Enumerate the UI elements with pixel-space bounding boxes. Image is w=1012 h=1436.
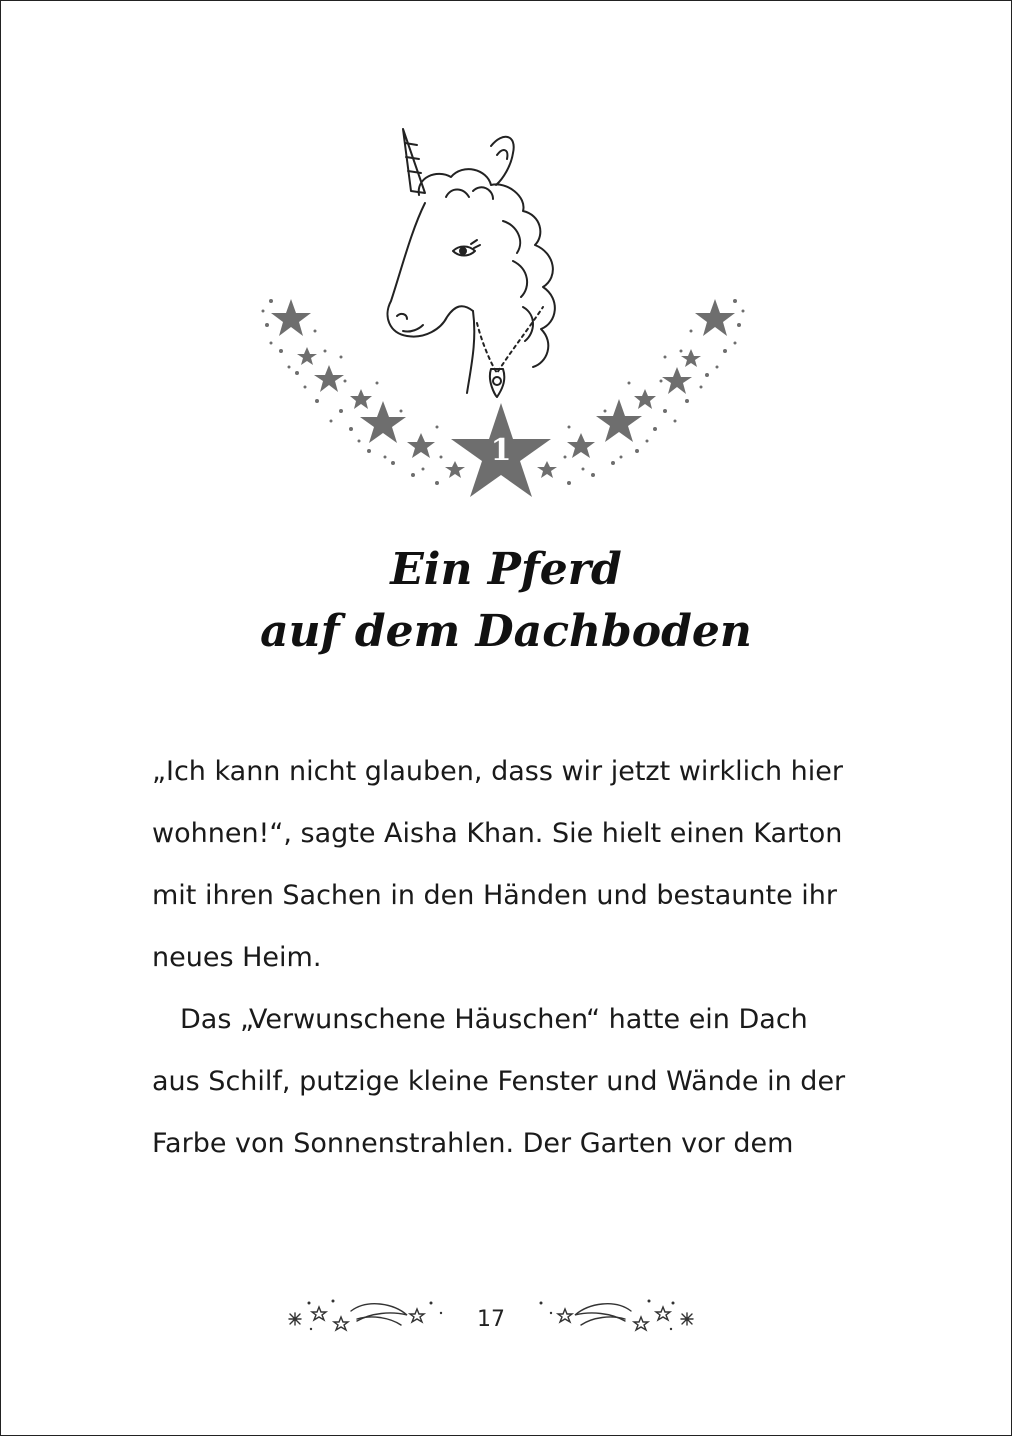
- unicorn-illustration: [241, 111, 761, 511]
- page-footer: [271, 1289, 711, 1349]
- star-icon: [407, 433, 435, 458]
- text-line: Farbe von Sonnenstrahlen. Der Garten vor dem: [152, 1128, 794, 1159]
- text-line: „Ich kann nicht glauben, dass wir jetzt wirklich hier: [152, 756, 843, 787]
- text-line: mit ihren Sachen in den Händen und bestaunte ihr: [152, 880, 838, 911]
- text-line: aus Schilf, putzige kleine Fenster und Wände in der: [152, 1066, 846, 1097]
- star-icon: [596, 399, 642, 442]
- text-line: Das „Verwunschene Häuschen“ hatte ein Dach: [180, 1004, 808, 1035]
- chapter-number: 1: [490, 433, 512, 468]
- chapter-star-icon: [451, 403, 551, 497]
- chapter-title: [1, 539, 1011, 663]
- star-icon: [445, 461, 465, 478]
- chapter-illustration: [241, 111, 761, 511]
- page-number: 17: [477, 1307, 505, 1332]
- left-star-arc: [262, 299, 466, 485]
- chapter-title-line-2: auf dem Dachboden: [260, 606, 752, 657]
- star-icon: [314, 365, 344, 392]
- star-icon: [567, 433, 595, 458]
- chapter-title-line-1: Ein Pferd: [390, 544, 622, 595]
- star-icon: [537, 461, 557, 478]
- star-icon: [350, 389, 372, 409]
- star-icon: [681, 349, 701, 367]
- star-icon: [695, 299, 735, 336]
- body-text: [152, 741, 852, 1175]
- star-icon: [271, 299, 311, 336]
- text-line: neues Heim.: [152, 942, 322, 973]
- right-star-arc: [537, 299, 745, 485]
- star-icon: [662, 367, 692, 394]
- star-icon: [634, 389, 656, 409]
- text-line: wohnen!“, sagte Aisha Khan. Sie hielt einen Karton: [152, 818, 843, 849]
- unicorn-head-icon: [388, 129, 555, 397]
- star-icon: [297, 347, 317, 365]
